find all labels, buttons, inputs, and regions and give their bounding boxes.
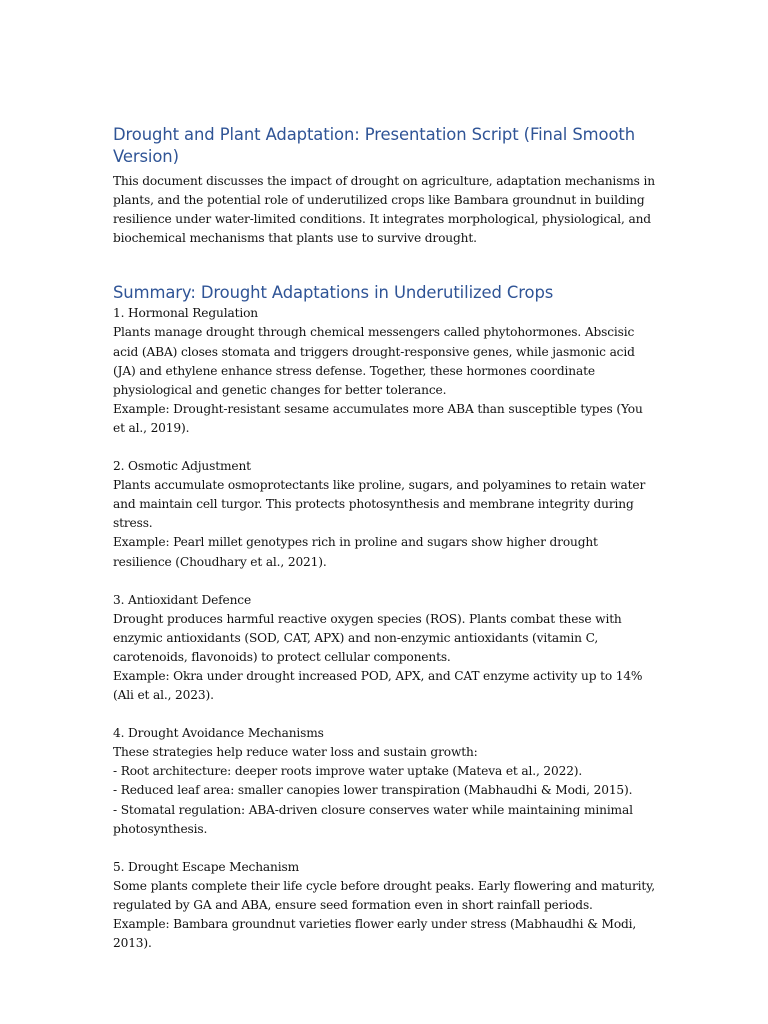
section-example: Example: Pearl millet genotypes rich in proline and sugars show higher drought resilience (Choudhary et al., 2021).: [113, 535, 598, 569]
section-example: Example: Okra under drought increased POD, APX, and CAT enzyme activity up to 14% (Ali et al., 2023).: [113, 668, 643, 703]
section-heading: 3. Antioxidant Defence: [113, 592, 252, 607]
bullet-item: - Root architecture: deeper roots improve water uptake (Mateva et al., 2022).: [113, 764, 583, 779]
section-heading: 1. Hormonal Regulation: [113, 306, 258, 321]
document-title: Drought and Plant Adaptation: Presentation Script (Final Smooth Version): [113, 125, 635, 166]
section-example: Example: Bambara groundnut varieties flower early under stress (Mabhaudhi & Modi, 2013).: [113, 917, 637, 951]
section-body: Some plants complete their life cycle before drought peaks. Early flowering and maturity, regulated by GA and ABA, ensure seed formation even in short rainfall periods.: [113, 878, 655, 912]
section-heading: 4. Drought Avoidance Mechanisms: [113, 726, 324, 741]
bullet-item: - Stomatal regulation: ABA-driven closure conserves water while maintaining minimal photosynthesis.: [113, 802, 633, 836]
section-drought-escape: [113, 858, 658, 953]
section-heading: 5. Drought Escape Mechanism: [113, 859, 299, 874]
section-heading: 2. Osmotic Adjustment: [113, 459, 251, 474]
section-body: Plants accumulate osmoprotectants like proline, sugars, and polyamines to retain water and maintain cell turgor. This protects photosynthesis and membrane integrity during stress.: [113, 478, 646, 531]
intro-paragraph: This document discusses the impact of drought on agriculture, adaptation mechanisms in plants, and the potential role of underutilized crops like Bambara groundnut in building resilience under water-limited conditions. It integrates morphological, physiological, and biochemical mechanisms that plants use to survive drought.: [113, 174, 655, 246]
section-antioxidant-defence: [113, 591, 658, 706]
section-osmotic-adjustment: [113, 457, 658, 572]
section-hormonal-regulation: [113, 304, 658, 438]
section-body: Drought produces harmful reactive oxygen species (ROS). Plants combat these with enzymic antioxidants (SOD, CAT, APX) and non-enzymic antioxidants (vitamin C, carotenoids, flavonoids) to protect cellular components.: [113, 611, 622, 664]
section-example: Example: Drought-resistant sesame accumulates more ABA than susceptible types (You et al., 2019).: [113, 401, 643, 435]
section-drought-avoidance: [113, 724, 658, 839]
summary-heading: Summary: Drought Adaptations in Underutilized Crops: [113, 283, 554, 303]
document-content: [113, 124, 658, 972]
section-body: These strategies help reduce water loss and sustain growth:: [113, 745, 478, 760]
section-body: Plants manage drought through chemical messengers called phytohormones. Abscisic acid (ABA) closes stomata and triggers drought-responsive genes, while jasmonic acid (JA) and ethylene enhance stress defense. Together, these hormones coordinate physiological and genetic changes for better tolerance.: [113, 325, 635, 397]
bullet-item: - Reduced leaf area: smaller canopies lower transpiration (Mabhaudhi & Modi, 2015).: [113, 783, 633, 798]
